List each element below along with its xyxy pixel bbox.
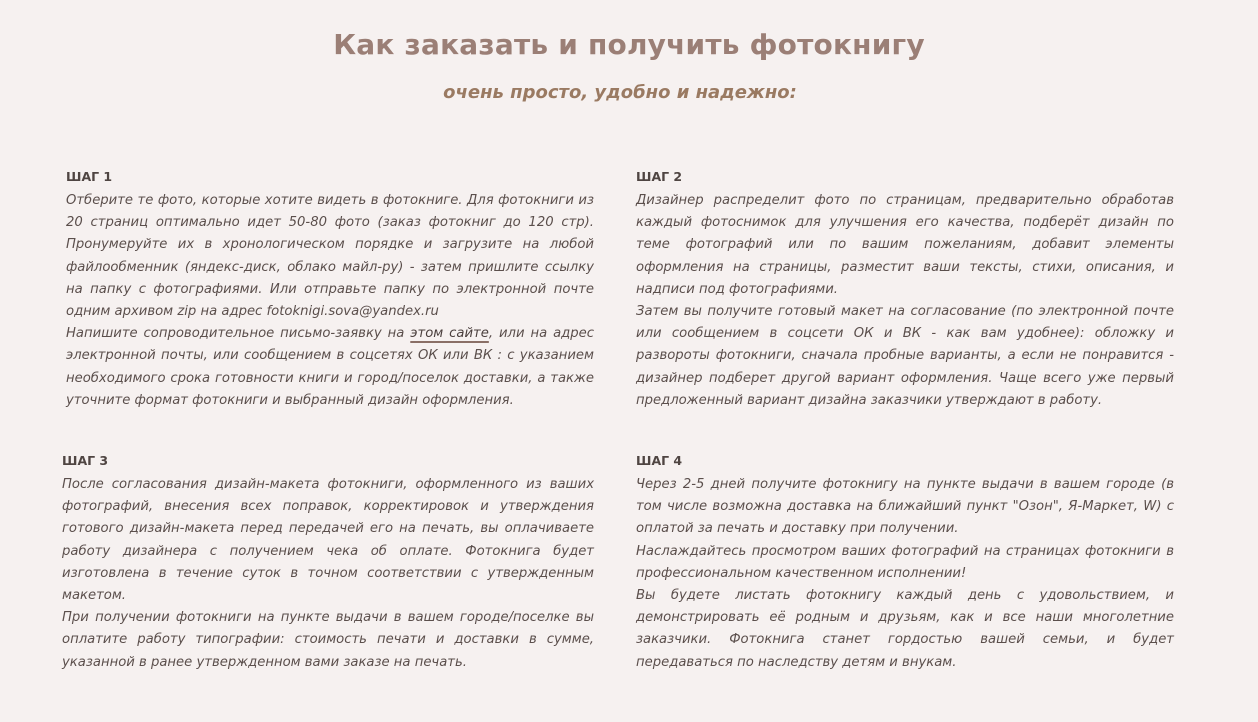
this-site-link[interactable]: этом сайте — [410, 326, 489, 342]
step-1-paragraph-2-start: Напишите сопроводительное письмо-заявку на — [66, 326, 411, 342]
step-4-block — [636, 452, 1174, 674]
step-2-paragraph-2: Затем вы получите готовый макет на согласование (по электронной почте или сообщением в соцсети ОК и ВК - как вам удобнее): обложку и развороты фотокниги, сначала пробные варианты, а если не понравится - дизайнер подберет другой вариант оформления. Чаще всего уже первый предложенный вариант дизайна заказчики утверждают в работу. — [636, 304, 1174, 408]
step-1-heading: ШАГ 1 — [66, 169, 113, 184]
step-2-text — [636, 190, 1174, 412]
step-1-paragraph-1: Отберите те фото, которые хотите видеть в фотокниге. Для фотокниги из 20 страниц оптимально идет 50-80 фото (заказ фотокниг до 120 стр). Пронумеруйте их в хронологическом порядке и загрузите на любой файлообменник (яндекс-диск, облако майл-ру) - затем пришлите ссылку на папку с фотографиями. Или отправьте папку по электронной почте одним архивом zip на адрес fotoknigi.sova@yandex.ru — [66, 193, 594, 320]
step-4-paragraph-3: Вы будете листать фотокнигу каждый день с удовольствием, и демонстрировать её родным и друзьям, как и все наши многолетние заказчики. Фотокнига станет гордостью вашей семьи, и будет передаваться по наследству детям и внукам. — [636, 588, 1174, 670]
step-3-paragraph-2: При получении фотокниги на пункте выдачи в вашем городе/поселке вы оплатите работу типографии: стоимость печати и доставки в сумме, указанной в ранее утвержденном вами заказе на печать. — [62, 610, 594, 670]
step-2-heading: ШАГ 2 — [636, 169, 683, 184]
step-1-paragraph-2-end: , или на адрес электронной почты, или сообщением в соцсетях ОК или ВК : с указанием необходимого срока готовности книги и город/поселок доставки, а также уточните формат фотокниги и выбранный дизайн оформления. — [66, 326, 594, 408]
page-title: Как заказать и получить фотокнигу — [333, 28, 925, 61]
step-4-text — [636, 474, 1174, 674]
step-3-heading: ШАГ 3 — [62, 453, 109, 468]
step-1-block — [66, 168, 594, 412]
step-1-paragraph-2 — [66, 323, 594, 412]
step-4-paragraph-1: Через 2-5 дней получите фотокнигу на пункте выдачи в вашем городе (в том числе возможна доставка на ближайший пункт "Озон", Я-Маркет, W) с оплатой за печать и доставку при получении. — [636, 477, 1174, 537]
step-1-text — [66, 190, 594, 412]
step-2-block — [636, 168, 1174, 412]
step-3-paragraph-1: После согласования дизайн-макета фотокниги, оформленного из ваших фотографий, внесения всех поправок, корректировок и утверждения готового дизайн-макета перед передачей его на печать, вы оплачиваете работу дизайнера с получением чека об оплате. Фотокнига будет изготовлена в течение суток в точном соответствии с утвержденным макетом. — [62, 477, 594, 604]
step-4-paragraph-2: Наслаждайтесь просмотром ваших фотографий на страницах фотокниги в профессиональном качественном исполнении! — [636, 543, 1174, 581]
step-3-block — [62, 452, 594, 674]
step-2-paragraph-1: Дизайнер распределит фото по страницам, предварительно обработав каждый фотоснимок для улучшения его качества, подберёт дизайн по теме фотографий или по вашим пожеланиям, добавит элементы оформления на страницы, разместит ваши тексты, стихи, описания, и надписи под фотографиями. — [636, 193, 1174, 297]
step-3-text — [62, 474, 594, 674]
step-4-heading: ШАГ 4 — [636, 453, 683, 468]
page-subtitle: очень просто, удобно и надежно: — [443, 82, 797, 103]
